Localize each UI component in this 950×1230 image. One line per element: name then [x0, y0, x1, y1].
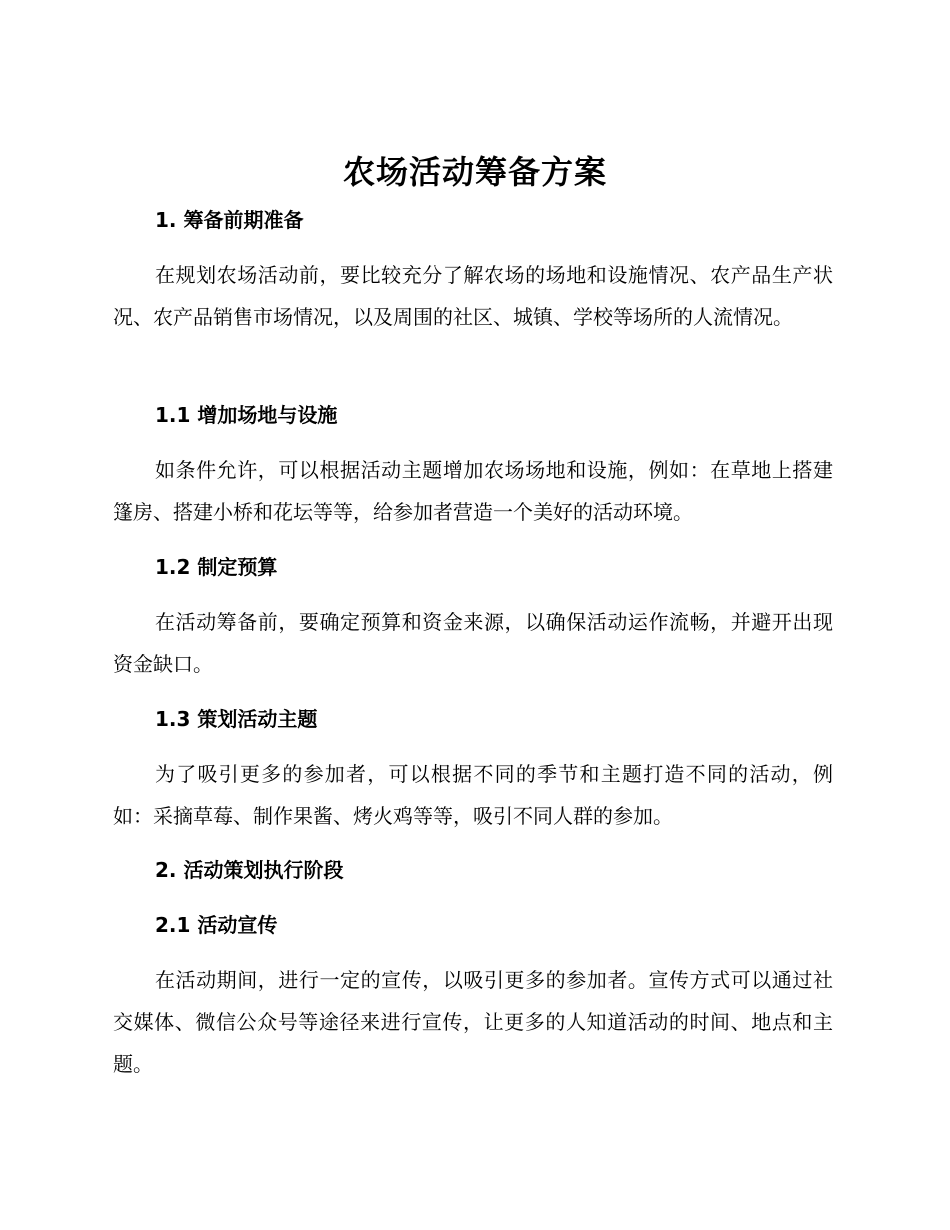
- section-heading-1-1: 1.1 增加场地与设施: [155, 403, 338, 427]
- paragraph-1: 在规划农场活动前，要比较充分了解农场的场地和设施情况、农产品生产状况、农产品销售市场情况，以及周围的社区、城镇、学校等场所的人流情况。: [113, 263, 833, 329]
- section-heading-1-3: 1.3 策划活动主题: [155, 707, 318, 731]
- section-heading-2: 2. 活动策划执行阶段: [155, 858, 344, 882]
- paragraph-1-1: 如条件允许，可以根据活动主题增加农场场地和设施，例如：在草地上搭建篷房、搭建小桥和花坛等等，给参加者营造一个美好的活动环境。: [113, 458, 833, 524]
- section-heading-1: 1. 筹备前期准备: [155, 208, 304, 232]
- document-title: 农场活动筹备方案: [342, 153, 607, 191]
- paragraph-1-3: 为了吸引更多的参加者，可以根据不同的季节和主题打造不同的活动，例如：采摘草莓、制作果酱、烤火鸡等等，吸引不同人群的参加。: [113, 762, 833, 828]
- paragraph-1-2: 在活动筹备前，要确定预算和资金来源，以确保活动运作流畅，并避开出现资金缺口。: [113, 610, 833, 676]
- paragraph-2-1: 在活动期间，进行一定的宣传，以吸引更多的参加者。宣传方式可以通过社交媒体、微信公众号等途径来进行宣传，让更多的人知道活动的时间、地点和主题。: [113, 968, 833, 1076]
- section-heading-1-2: 1.2 制定预算: [155, 555, 278, 579]
- section-heading-2-1: 2.1 活动宣传: [155, 913, 278, 937]
